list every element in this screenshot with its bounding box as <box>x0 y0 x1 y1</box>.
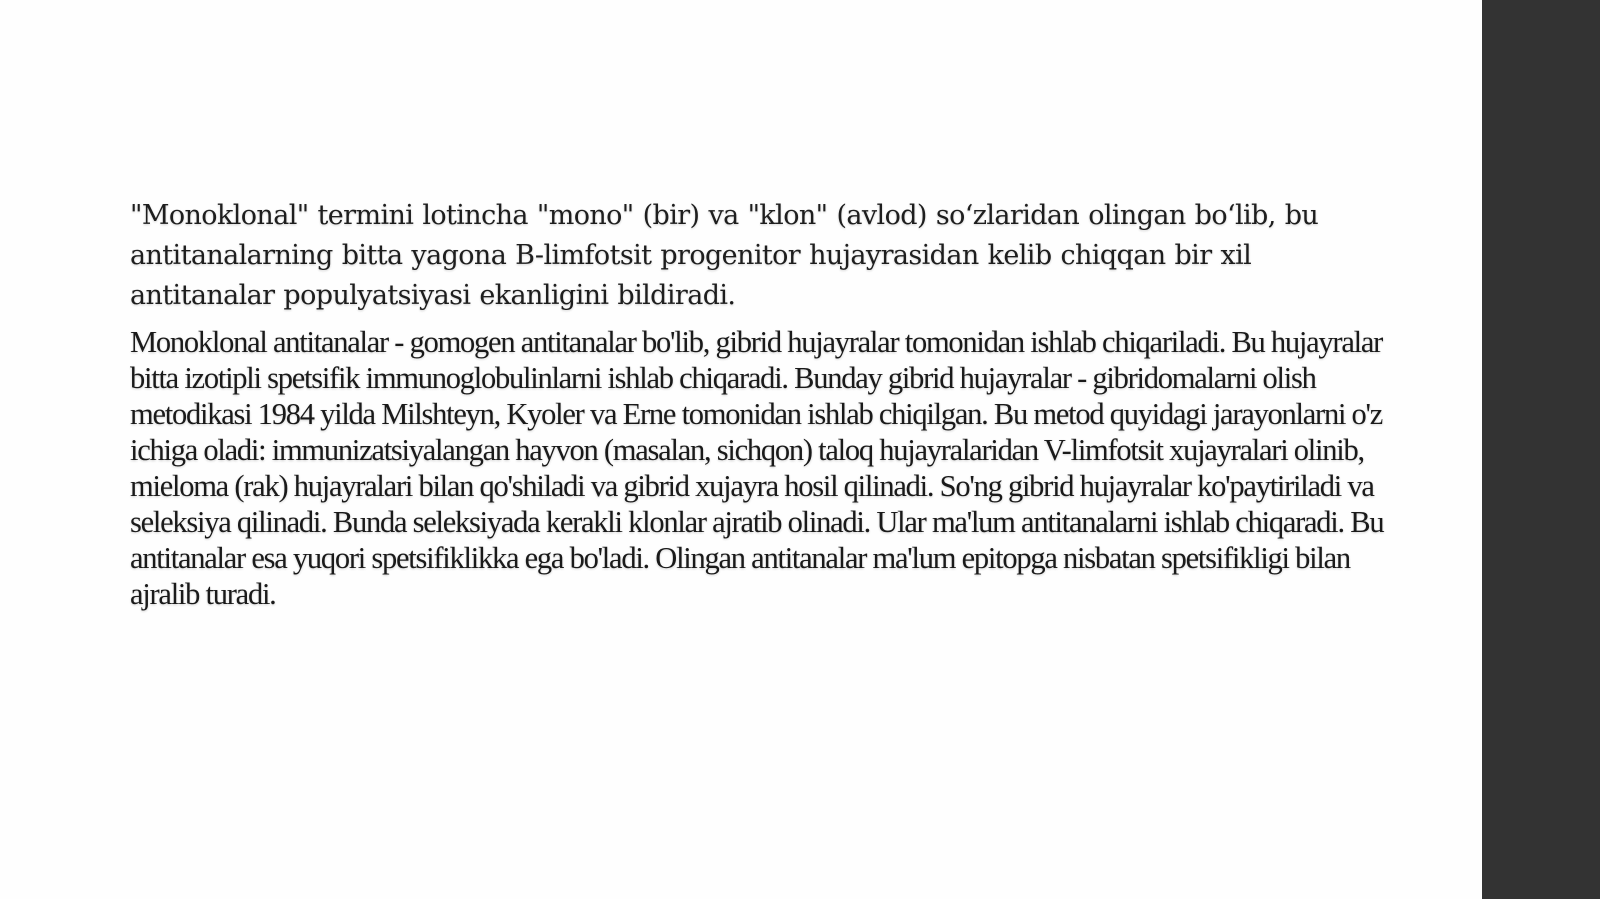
paragraph-etymology: "Monoklonal" termini lotincha "mono" (bir) va "klon" (avlod) so‘zlaridan olingan bo‘lib, bu antitanalarning bitta yagona B-limfotsit progenitor hujayrasidan kelib chiqqan bir xil antitanalar populyatsiyasi ekanligini bildiradi. <box>130 200 1319 311</box>
side-bar <box>1482 0 1600 899</box>
paragraph-description: Monoklonal antitanalar - gomogen antitanalar bo'lib, gibrid hujayralar tomonidan ishlab chiqariladi. Bu hujayralar bitta izotipli spetsifik immunoglobulinlarni ishlab chiqaradi. Bunday gibrid hujayralar - gibridomalarni olish metodikasi 1984 yilda Milshteyn, Kyoler va Erne tomonidan ishlab chiqilgan. Bu metod quyidagi jarayonlarni o'z ichiga oladi: immunizatsiyalangan hayvon (masalan, sichqon) taloq hujayralaridan V-limfotsit xujayralari olinib, mieloma (rak) hujayralari bilan qo'shiladi va gibrid xujayra hosil qilinadi. So'ng gibrid hujayralar ko'paytiriladi va seleksiya qilinadi. Bunda seleksiyada kerakli klonlar ajratib olinadi. Ular ma'lum antitanalarni ishlab chiqaradi. Bu antitanalar esa yuqori spetsifiklikka ega bo'ladi. Olingan antitanalar ma'lum epitopga nisbatan spetsifikligi bilan ajralib turadi. <box>130 325 1384 611</box>
slide-body <box>130 196 1384 612</box>
